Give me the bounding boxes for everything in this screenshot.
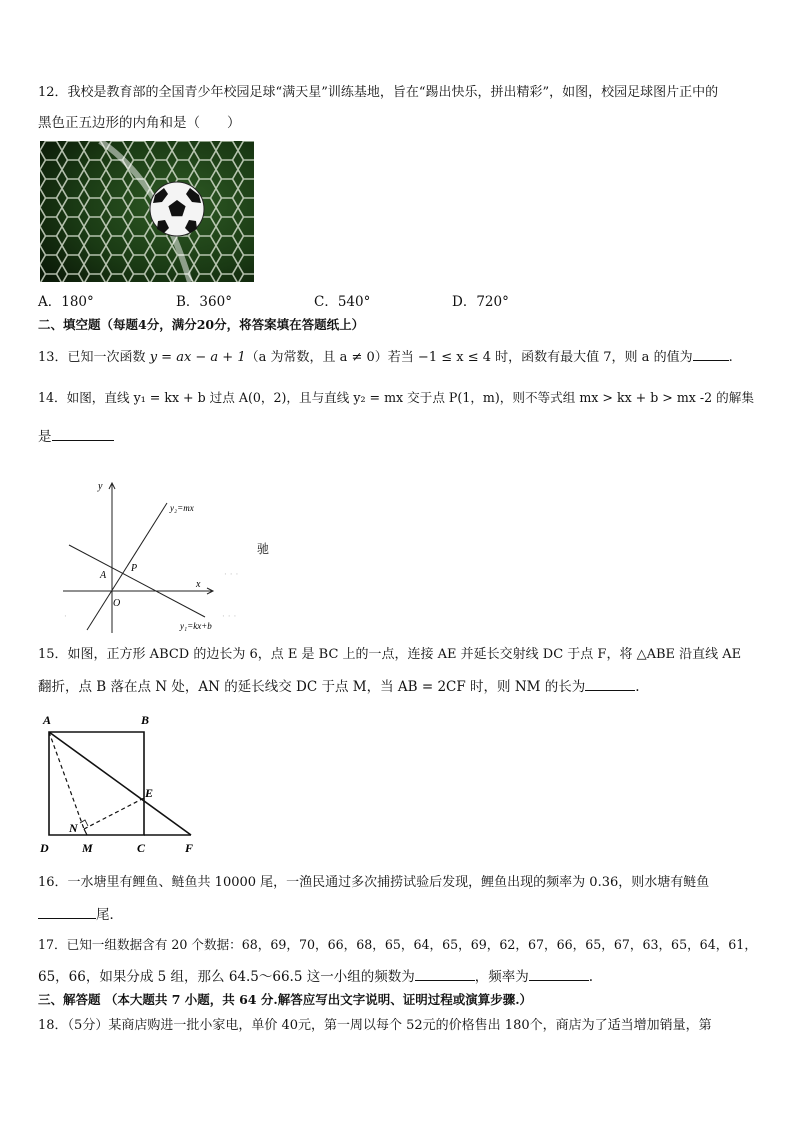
q13-text-a: 13．已知一次函数 [38,350,150,365]
square-abcd [49,732,144,835]
q16-text-line2 [38,904,123,924]
figure-15-square [36,707,206,857]
q13-formula: y = ax − a + 1 [149,350,246,365]
q13-text [38,346,733,367]
faint-mark-1: · · · [224,570,239,580]
option-c: C．540° [314,294,371,310]
q15-text-line2 [38,676,640,696]
figure-14-graph [55,475,225,635]
q13-answer-blank [693,346,729,361]
label-x: x [196,579,201,590]
line-y2 [87,503,167,630]
label-y2: y₂=mx [170,503,194,513]
q16-text-wei: 尾． [96,907,123,923]
label-c: C [137,841,146,855]
label-y1: y₁=kx+b [180,621,212,631]
segment-an [49,732,84,829]
label-o: O [113,598,121,609]
q16-answer-blank [38,904,96,919]
q14-text-line2 [38,426,114,446]
label-e: E [145,786,154,800]
soccer-ball-photo [40,141,254,282]
q17-text-a: 65，66，如果分成 5 组，那么 64.5～66.5 这一小组的频数为 [38,969,415,985]
q15-text-a: 翻折，点 B 落在点 N 处，AN 的延长线交 DC 于点 M，当 AB = 2CF 时，则 NM 的长为 [38,679,586,695]
q14-answer-blank [52,426,114,441]
label-m: M [82,841,93,855]
segment-af [49,732,191,835]
q17-blank-frequency-count [415,966,475,981]
label-a: A [100,570,107,581]
option-b: B．360° [176,294,232,310]
q17-text-line1: 17．已知一组数据含有 20 个数据：68，69，70，66，68，65，64，65，69，62，67，66，65，67，63，65，64，61， [38,937,757,952]
q15-end: . [635,679,640,695]
section-2-heading: 二、填空题（每题4分，满分20分，将答案填在答题纸上） [38,317,365,332]
segment-ne [84,798,144,829]
label-p: P [131,563,138,574]
q12-text-line1: 12．我校是教育部的全国青少年校园足球“满天星”训练基地，旨在“踢出快乐，拼出精彩”，如图，校园足球图片正中的 [38,85,719,100]
label-b: B [141,713,150,727]
q17-text-b: ，频率为 [474,969,529,985]
q13-end: . [728,350,733,365]
label-a: A [43,713,52,727]
option-a: A．180° [38,294,94,310]
q14-text-shi: 是 [38,429,52,445]
q15-answer-blank [585,676,635,691]
segment-nm [84,829,87,835]
q17-end: . [588,969,594,985]
label-y: y [98,481,103,492]
q17-blank-frequency-rate [529,966,589,981]
q12-text-line2: 黑色正五边形的内角和是（ ） [38,115,241,131]
label-n: N [69,821,78,835]
stray-character: 驰 [257,542,270,556]
q13-text-b: （a 为常数，且 a ≠ 0）若当 −1 ≤ x ≤ 4 时，函数有最大值 7，则 a 的值为 [245,350,693,365]
label-f: F [185,841,194,855]
section-3-heading: 三、解答题 （本大题共 7 小题，共 64 分.解答应写出文字说明、证明过程或演算步骤.） [38,992,533,1007]
q15-text-line1: 15．如图，正方形 ABCD 的边长为 6，点 E 是 BC 上的一点，连接 AE 并延长交射线 DC 于点 F，将 △ABE 沿直线 AE [38,647,742,662]
q18-text: 18．（5分）某商店购进一批小家电，单价 40元，第一周以每个 52元的价格售出 180个，商店为了适当增加销量，第 [38,1018,712,1033]
q17-text-line2 [38,966,593,986]
label-d: D [40,841,49,855]
faint-mark-3: · [64,612,67,622]
q14-text-line1: 14．如图，直线 y₁ = kx + b 过点 A(0，2)，且与直线 y₂ = mx 交于点 P(1，m)，则不等式组 mx > kx + b > mx -2 的解集 [38,390,754,405]
faint-mark-2: · · · [222,612,237,622]
q16-text-line1: 16．一水塘里有鲤鱼、鲢鱼共 10000 尾，一渔民通过多次捕捞试验后发现，鲤鱼出现的频率为 0.36，则水塘有鲢鱼 [38,875,710,890]
option-d: D．720° [452,294,509,310]
line-y1 [69,545,205,617]
